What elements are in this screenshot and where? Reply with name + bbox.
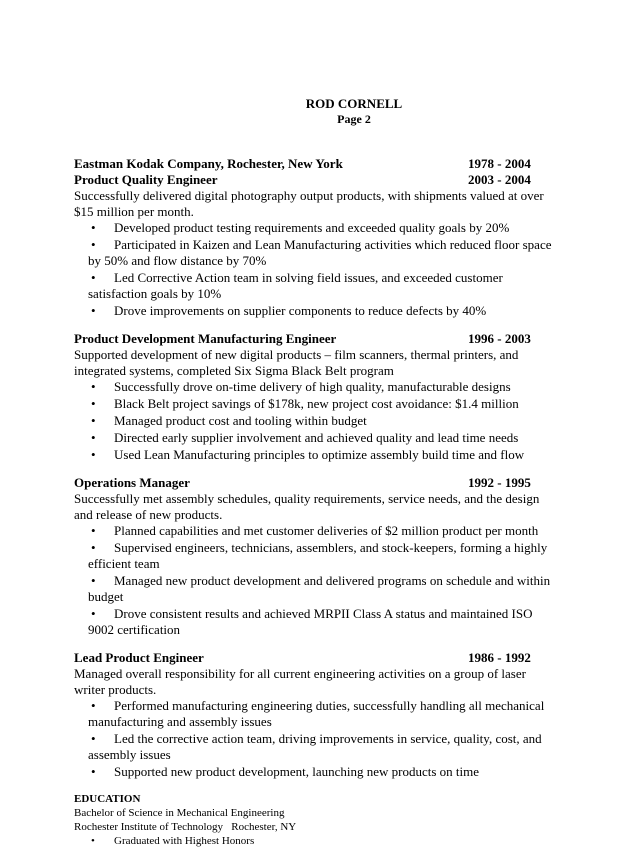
bullet-icon: • (91, 220, 96, 235)
list-item (74, 731, 554, 763)
bullet-text: Performed manufacturing engineering duties, successfully handling all mechanical manufacturing and assembly issues (88, 698, 545, 729)
job-product-development (74, 331, 554, 463)
bullet-icon: • (91, 396, 96, 411)
bullet-text: Black Belt project savings of $178k, new project cost avoidance: $1.4 million (114, 396, 519, 411)
bullet-icon: • (91, 523, 96, 538)
list-item (74, 430, 554, 446)
job-summary: Successfully met assembly schedules, quality requirements, service needs, and the design and release of new products. (74, 491, 540, 522)
list-item (74, 237, 554, 269)
bullet-text: Led Corrective Action team in solving field issues, and exceeded customer satisfaction goals by 10% (88, 270, 503, 301)
education-section (74, 792, 554, 848)
job-operations-manager (74, 475, 554, 638)
bullet-icon: • (91, 764, 96, 779)
bullet-text: Supported new product development, launching new products on time (114, 764, 480, 779)
list-item (74, 379, 554, 395)
job-title: Lead Product Engineer (74, 650, 204, 665)
degree: Bachelor of Science in Mechanical Engineering (74, 807, 285, 819)
list-item (74, 523, 554, 539)
list-item (74, 764, 554, 780)
bullet-icon: • (91, 731, 96, 746)
job-bullets (74, 523, 554, 638)
list-item (74, 396, 554, 412)
job-title: Product Quality Engineer (74, 172, 218, 187)
job-lead-product-engineer (74, 650, 554, 780)
job-bullets (74, 698, 554, 780)
bullet-icon: • (91, 540, 96, 555)
list-item (74, 303, 554, 319)
list-item (74, 270, 554, 302)
company-dates: 1978 - 2004 (468, 156, 531, 171)
bullet-text: Directed early supplier involvement and achieved quality and lead time needs (114, 430, 519, 445)
job-title-row (74, 331, 554, 347)
company-name: Eastman Kodak Company, Rochester, New York (74, 156, 343, 171)
list-item (74, 447, 554, 463)
list-item (74, 834, 554, 848)
bullet-text: Managed product cost and tooling within budget (114, 413, 367, 428)
bullet-icon: • (91, 379, 96, 394)
bullet-text: Participated in Kaizen and Lean Manufacturing activities which reduced floor space by 50% and flow distance by 70% (88, 237, 552, 268)
job-bullets (74, 220, 554, 319)
bullet-text: Led the corrective action team, driving improvements in service, quality, cost, and assembly issues (88, 731, 542, 762)
job-summary: Managed overall responsibility for all current engineering activities on a group of laser writer products. (74, 666, 526, 697)
bullet-text: Planned capabilities and met customer deliveries of $2 million product per month (114, 523, 539, 538)
job-kodak-quality-engineer (74, 156, 554, 319)
list-item (74, 220, 554, 236)
bullet-icon: • (91, 413, 96, 428)
list-item (74, 540, 554, 572)
list-item (74, 573, 554, 605)
bullet-icon: • (91, 698, 96, 713)
bullet-text: Drove consistent results and achieved MRPII Class A status and maintained ISO 9002 certification (88, 606, 533, 637)
resume-page (74, 96, 554, 849)
bullet-icon: • (91, 606, 96, 621)
job-dates: 1992 - 1995 (468, 475, 531, 490)
education-bullets (74, 834, 554, 848)
company-row (74, 156, 554, 172)
job-summary: Successfully delivered digital photography output products, with shipments valued at over $15 million per month. (74, 188, 544, 219)
bullet-icon: • (91, 430, 96, 445)
bullet-text: Drove improvements on supplier components to reduce defects by 40% (114, 303, 487, 318)
job-summary: Supported development of new digital products – film scanners, thermal printers, and integrated systems, completed Six Sigma Black Belt program (74, 347, 519, 378)
page-header (154, 96, 554, 127)
page-number: Page 2 (337, 112, 371, 126)
list-item (74, 698, 554, 730)
job-dates: 1986 - 1992 (468, 650, 531, 665)
bullet-text: Successfully drove on-time delivery of high quality, manufacturable designs (114, 379, 511, 394)
job-title-row (74, 475, 554, 491)
bullet-text: Graduated with Highest Honors (114, 835, 255, 847)
bullet-icon: • (91, 447, 96, 462)
candidate-name: ROD CORNELL (305, 96, 403, 111)
bullet-icon: • (91, 835, 95, 847)
section-title: EDUCATION (74, 793, 141, 805)
bullet-icon: • (91, 573, 96, 588)
list-item (74, 606, 554, 638)
bullet-icon: • (91, 270, 96, 285)
job-title-row (74, 172, 554, 188)
bullet-icon: • (91, 237, 96, 252)
school: Rochester Institute of Technology Rochester, NY (74, 821, 297, 833)
bullet-text: Developed product testing requirements and exceeded quality goals by 20% (114, 220, 510, 235)
job-title: Operations Manager (74, 475, 190, 490)
bullet-text: Used Lean Manufacturing principles to optimize assembly build time and flow (114, 447, 525, 462)
job-dates: 1996 - 2003 (468, 331, 531, 346)
job-dates: 2003 - 2004 (468, 172, 531, 187)
job-title-row (74, 650, 554, 666)
job-bullets (74, 379, 554, 463)
bullet-text: Managed new product development and delivered programs on schedule and within budget (88, 573, 551, 604)
job-title: Product Development Manufacturing Engineer (74, 331, 337, 346)
bullet-text: Supervised engineers, technicians, assemblers, and stock-keepers, forming a highly efficient team (88, 540, 548, 571)
bullet-icon: • (91, 303, 96, 318)
list-item (74, 413, 554, 429)
